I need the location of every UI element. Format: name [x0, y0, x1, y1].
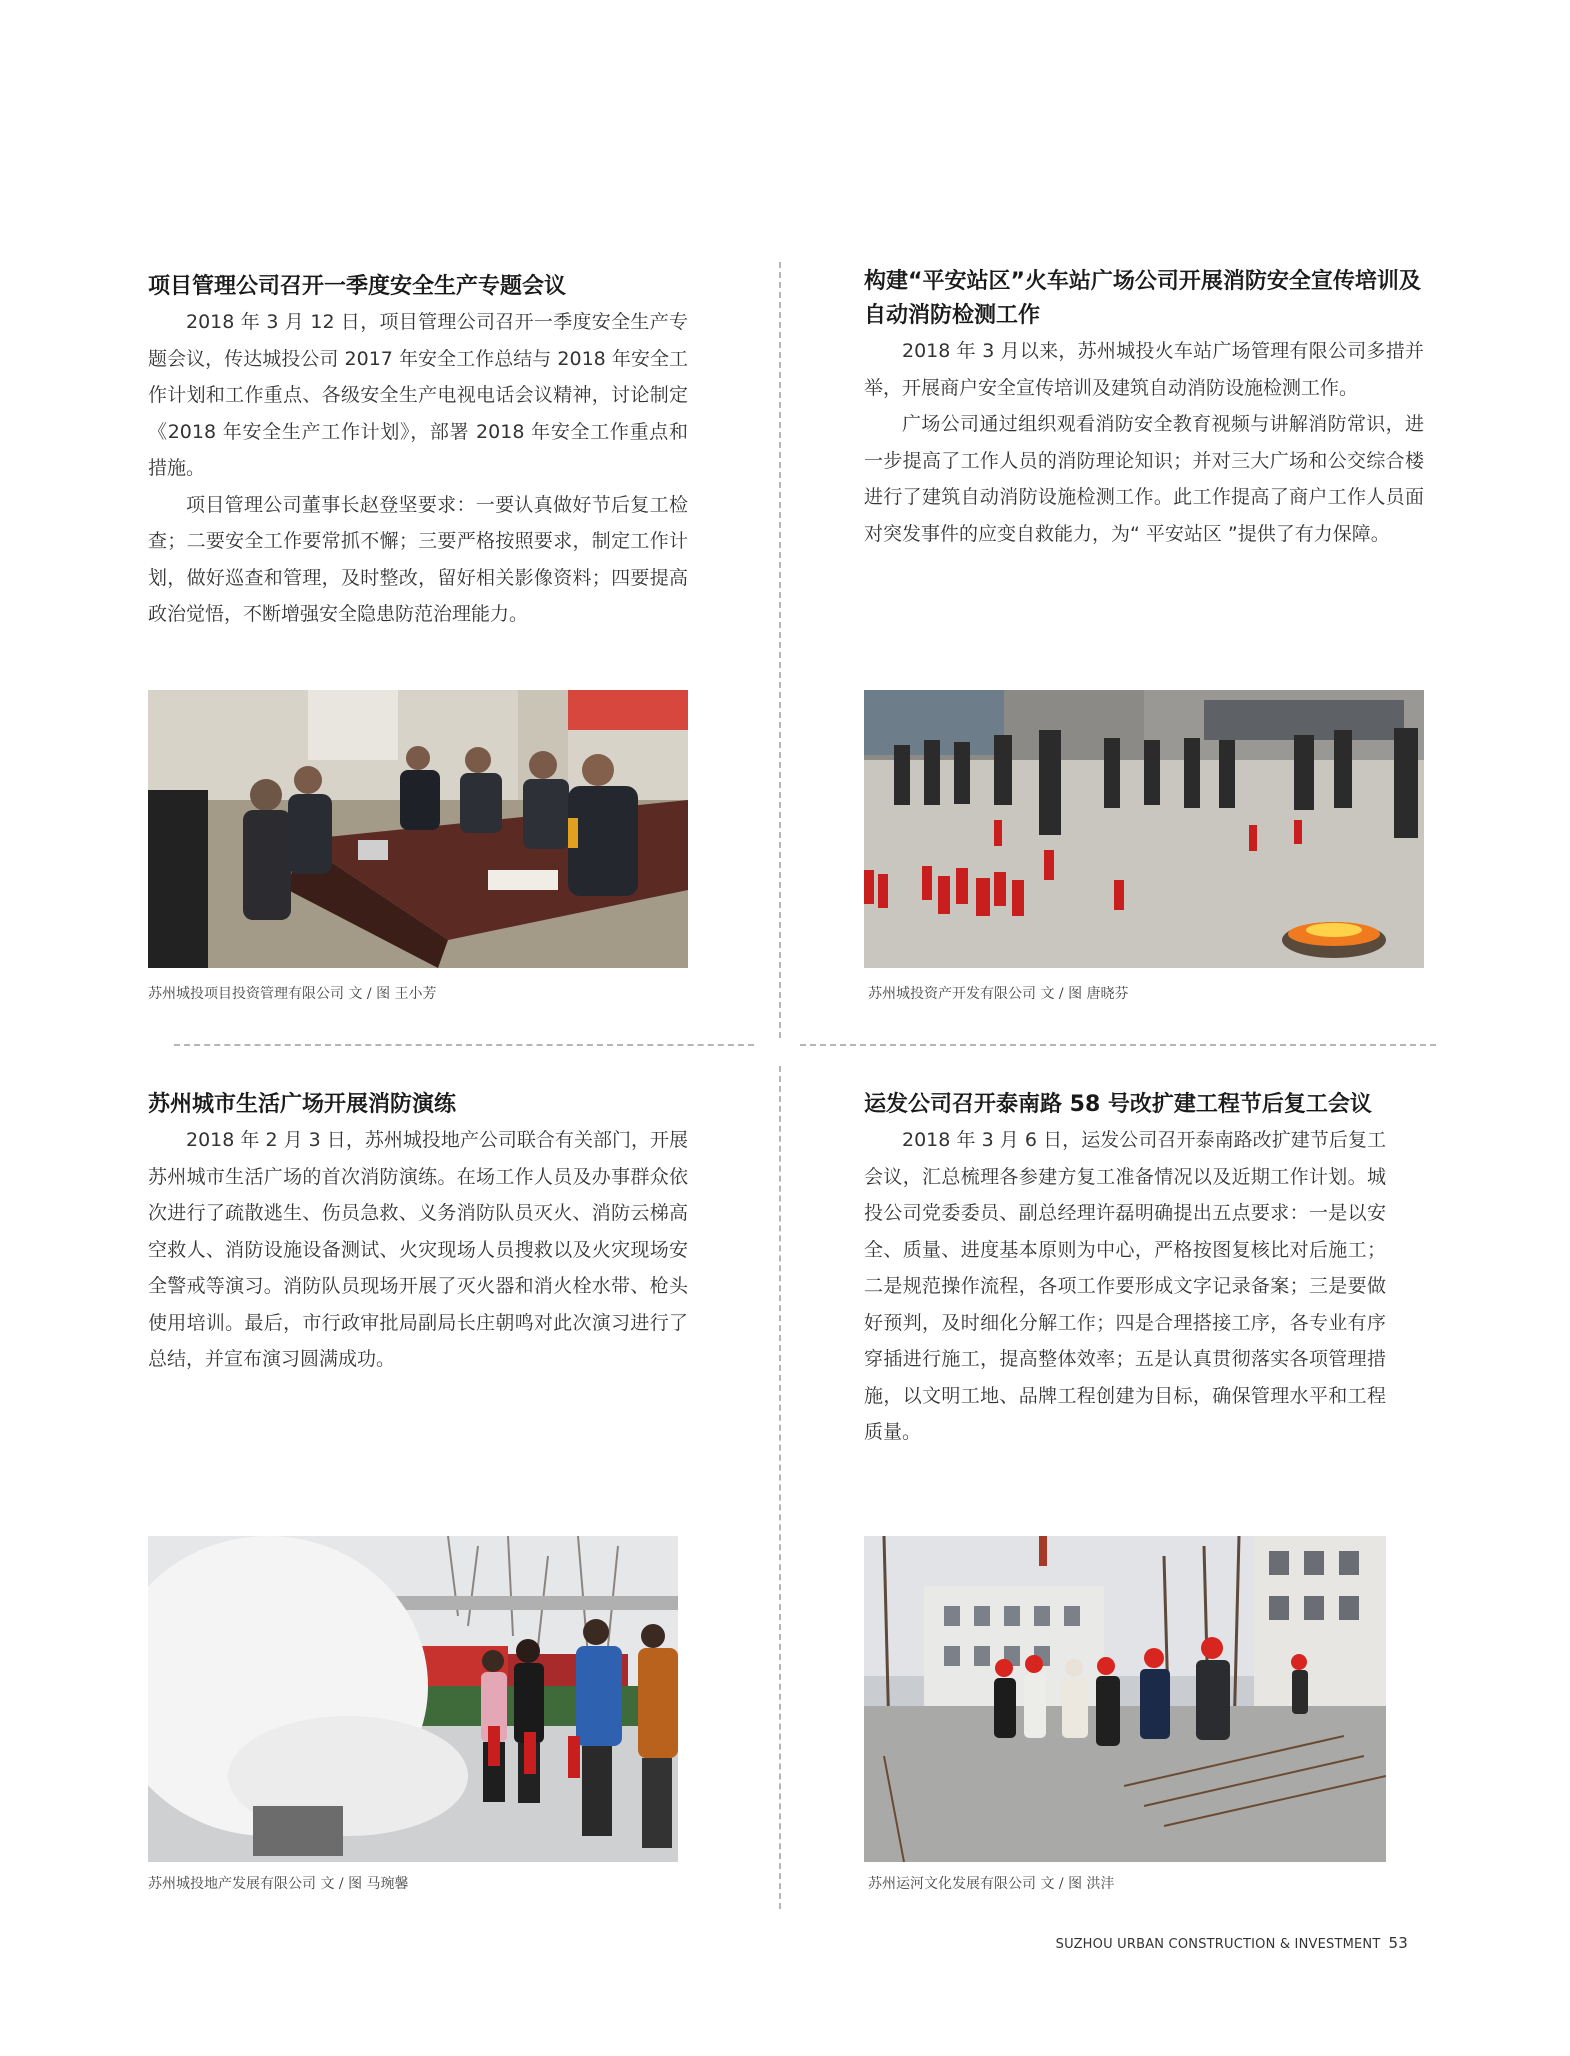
fire-training-photo — [864, 690, 1424, 968]
photo-caption: 苏州运河文化发展有限公司 文 / 图 洪沣 — [868, 1876, 1115, 1892]
article-fire-safety-training — [864, 265, 1424, 552]
article-title: 项目管理公司召开一季度安全生产专题会议 — [148, 274, 567, 299]
photo-caption: 苏州城投项目投资管理有限公司 文 / 图 王小芳 — [148, 986, 437, 1002]
article-title: 构建“平安站区”火车站广场公司开展消防安全宣传培训及自动消防检测工作 — [864, 269, 1421, 328]
article-safety-meeting — [148, 270, 688, 633]
article-construction-meeting — [864, 1088, 1386, 1451]
magazine-name: SUZHOU URBAN CONSTRUCTION & INVESTMENT — [1055, 1937, 1381, 1952]
article-paragraph: 2018 年 3 月 6 日，运发公司召开泰南路改扩建节后复工会议，汇总梳理各参建方复工准备情况以及近期工作计划。城投公司党委委员、副总经理许磊明确提出五点要求：一是以安全、质量、进度基本原则为中心，严格按图复核比对后施工；二是规范操作流程，各项工作要形成文字记录备案；三是要做好预判，及时细化分解工作；四是合理搭接工序，各专业有序穿插进行施工，提高整体效率；五是认真贯彻落实各项管理措施，以文明工地、品牌工程创建为目标，确保管理水平和工程质量。 — [864, 1129, 1386, 1443]
article-fire-drill — [148, 1088, 688, 1378]
column-divider-bottom — [779, 1066, 781, 1909]
photo-caption: 苏州城投地产发展有限公司 文 / 图 马琬馨 — [148, 1876, 409, 1892]
page-number: 53 — [1388, 1934, 1408, 1952]
article-title: 运发公司召开泰南路 58 号改扩建工程节后复工会议 — [864, 1092, 1372, 1117]
article-paragraph: 项目管理公司董事长赵登坚要求：一要认真做好节后复工检查；二要安全工作要常抓不懈；三要严格按照要求，制定工作计划，做好巡查和管理，及时整改，留好相关影像资料；四要提高政治觉悟，不断增强安全隐患防范治理能力。 — [148, 493, 688, 625]
article-paragraph: 2018 年 2 月 3 日，苏州城投地产公司联合有关部门，开展苏州城市生活广场的首次消防演练。在场工作人员及办事群众依次进行了疏散逃生、伤员急救、义务消防队员灭火、消防云梯高空救人、消防设施设备测试、火灾现场人员搜救以及火灾现场安全警戒等演习。消防队员现场开展了灭火器和消火栓水带、枪头使用培训。最后，市行政审批局副局长庄朝鸣对此次演习进行了总结，并宣布演习圆满成功。 — [148, 1129, 688, 1370]
fire-drill-photo — [148, 1536, 678, 1862]
article-title: 苏州城市生活广场开展消防演练 — [148, 1092, 457, 1117]
article-paragraph: 2018 年 3 月以来，苏州城投火车站广场管理有限公司多措并举，开展商户安全宣传培训及建筑自动消防设施检测工作。 — [864, 340, 1424, 399]
photo-caption: 苏州城投资产开发有限公司 文 / 图 唐晓芬 — [868, 986, 1129, 1002]
row-divider-right — [800, 1044, 1436, 1046]
construction-site-photo — [864, 1536, 1386, 1862]
article-paragraph: 2018 年 3 月 12 日，项目管理公司召开一季度安全生产专题会议，传达城投公司 2017 年安全工作总结与 2018 年安全工作计划和工作重点、各级安全生产电视电话会议精神，讨论制定《2018 年安全生产工作计划》，部署 2018 年安全工作重点和措施。 — [148, 311, 688, 479]
article-paragraph: 广场公司通过组织观看消防安全教育视频与讲解消防常识，进一步提高了工作人员的消防理论知识；并对三大广场和公交综合楼进行了建筑自动消防设施检测工作。此工作提高了商户工作人员面对突发事件的应变自救能力，为“ 平安站区 ”提供了有力保障。 — [864, 413, 1424, 545]
row-divider-left — [174, 1044, 754, 1046]
page-footer — [1056, 1934, 1408, 1952]
meeting-photo — [148, 690, 688, 968]
column-divider-top — [779, 262, 781, 1038]
